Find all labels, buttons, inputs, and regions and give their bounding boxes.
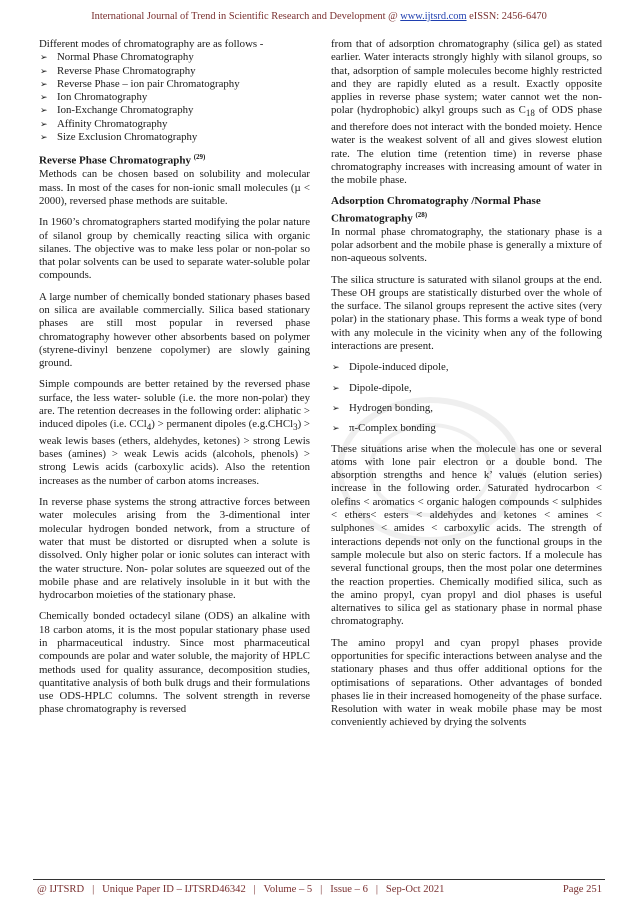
arrowhead-bullet-icon: ➢ <box>332 402 340 413</box>
right-column <box>331 38 602 738</box>
paragraph: The amino propyl and cyan propyl phases provide opportunities for specific interactions between analyse and the stationary phases and thus offer additional options for the optimisations of separations. Other advantages of bonded phases lie in their increased homogeneity of the phase surface. Resolution with water in weak mobile phase may be most conveniently achieved by drying the solvents <box>331 636 602 729</box>
footer-info: @ IJTSRD | Unique Paper ID – IJTSRD46342 | Volume – 5 | Issue – 6 | Sep-Oct 2021 <box>37 884 445 895</box>
issn: eISSN: 2456-6470 <box>466 11 547 22</box>
paragraph: Methods can be chosen based on solubility and molecular mass. In most of the cases for non-ionic small molecules (µ < 2000), reversed phase methods are suitable. <box>39 168 310 207</box>
running-footer <box>37 884 602 895</box>
page-number: Page 251 <box>562 884 602 895</box>
arrowhead-bullet-icon: ➢ <box>40 92 48 103</box>
left-column <box>39 38 310 725</box>
arrowhead-bullet-icon: ➢ <box>40 118 48 129</box>
arrowhead-bullet-icon: ➢ <box>40 78 48 89</box>
paragraph: The silica structure is saturated with silanol groups at the end. These OH groups are statistically disturbed over the whole of the surface. The silanol groups represent the active sites (very polar) in the stationary phase. This forms a weak type of bond with any molecule in the vicinity when any of the following interactions are present. <box>331 273 602 353</box>
list-item: ➢ Ion-Exchange Chromatography <box>40 104 194 117</box>
arrowhead-bullet-icon: ➢ <box>332 423 340 434</box>
list-item: ➢ Hydrogen bonding, <box>332 401 433 414</box>
list-item: ➢ Normal Phase Chromatography <box>40 51 194 64</box>
citation-ref: (28) <box>415 210 428 219</box>
arrowhead-bullet-icon: ➢ <box>40 65 48 76</box>
running-header <box>0 11 638 22</box>
list-item: ➢ Reverse Phase Chromatography <box>40 64 196 77</box>
list-item: ➢ Dipole-induced dipole, <box>332 361 449 374</box>
modes-list <box>39 51 310 144</box>
paragraph: In normal phase chromatography, the stationary phase is a polar adsorbent and the mobile phase is generally a mixture of non-aqueous solvents. <box>331 225 602 265</box>
paragraph: Chemically bonded octadecyl silane (ODS) an alkaline with 18 carbon atoms, it is the most popular stationary phase used in pharmaceutical industry. Since most pharmaceutical compounds are polar and water soluble, the majority of HPLC methods used for quality assurance, decomposition studies, quantitative analysis of both bulk drugs and their formulations use ODS-HPLC columns. The solvent strength in reverse phase chromatography is reversed <box>39 610 310 716</box>
list-item: ➢ Ion Chromatography <box>40 91 148 104</box>
paragraph: Simple compounds are better retained by the reversed phase surface, the less water- soluble (i.e. the more non-polar) they are. The retention decreases in the following order: aliphatic > induced dipoles (i.e. CCl$_4$) > permanent dipoles (e.g.CHCl$_3$) > weak lewis bases (ethers, aldehydes, ketones) > strong Lewis bases (amines) > weak Lewis acids (alcohols, phenols) > strong Lewis acids (carboxylic acids). Also the retention increases as the number of carbon atoms increases. <box>39 378 311 487</box>
journal-url-link[interactable]: www.ijtsrd.com <box>400 11 467 22</box>
list-item: ➢ Dipole-dipole, <box>332 381 412 394</box>
list-item: ➢ Reverse Phase – ion pair Chromatography <box>40 77 240 90</box>
arrowhead-bullet-icon: ➢ <box>332 362 340 373</box>
paragraph: These situations arise when the molecule has one or several atoms with lone pair electron or a double bond. The absorption strengths and hence k’ values (elution series) increase in the following order. Saturated hydrocarbon < olefins < aromatics < organic halogen compounds < sulphides < ethers< esters < aldehydes and ketones < amines < sulphones < amides < carboxylic acids. The strength of interactions depends not only on the functional groups in the sample molecule but also on steric factors. If a molecule has several functional groups, then the most polar one determines the reaction properties. Chemically modified silica, such as the amino propyl, cyan propyl and diol phases is useful alternatives to silica gel as stationary phase in normal phase chromatography. <box>331 442 602 628</box>
interactions-list <box>331 361 602 435</box>
paragraph: In reverse phase systems the strong attractive forces between water molecules arising from the 3-dimentional inter molecular hydrogen bonded network, from a structure of water that must be distorted or disrupted when a solute is dissolved. Only higher polar or ionic solutes can interact with the water structure. Non- polar solutes are squeezed out of the mobile phase and are relatively insoluble in it but with the hydrocarbon moieties of the stationary phase. <box>39 496 310 602</box>
modes-intro: Different modes of chromatography are as follows - <box>39 38 264 50</box>
arrowhead-bullet-icon: ➢ <box>40 52 48 63</box>
section-heading-reverse-phase: Reverse Phase Chromatography $^{(29)}$ <box>39 153 206 168</box>
list-item: ➢ π-Complex bonding <box>332 422 436 435</box>
paragraph: from that of adsorption chromatography (silica gel) as stated earlier. Water interacts strongly highly with silanol groups, so that, adsorption of sample molecules become highly restricted and they are rapidly eluted as a result. Exactly opposite applies in reverse phase system; water cannot wet the non-polar (hydrophobic) alkyl groups such as $C_{18}$ of ODS phase and therefore does not interact with the bonded moiety. Hence water is the weakest solvent of all and gives slowest elution rate. The elution time (retention time) in reverse phase chromatography increases with increasing amount of water in the mobile phase. <box>331 38 602 187</box>
arrowhead-bullet-icon: ➢ <box>40 105 48 116</box>
citation-ref: (29) <box>193 153 206 162</box>
arrowhead-bullet-icon: ➢ <box>332 382 340 393</box>
footer-divider <box>33 879 605 880</box>
arrowhead-bullet-icon: ➢ <box>40 132 48 143</box>
section-heading-normal-phase: Adsorption Chromatography /Normal Phase Chromatography $^{(28)}$ <box>331 195 541 225</box>
list-item: ➢ Size Exclusion Chromatography <box>40 131 198 144</box>
journal-name: International Journal of Trend in Scientific Research and Development @ <box>91 11 401 22</box>
paragraph: A large number of chemically bonded stationary phases based on silica are available commercially. Silica based stationary phases are still most popular in reversed phase chromatography however other absorbents based on polymer (styrene-divinyl benzene copolymer) are slowly gaining ground. <box>39 290 310 370</box>
paragraph: In 1960’s chromatographers started modifying the polar nature of silanol group by chemically reacting silica with organic silanes. The objective was to make less polar or non-polar so that polar solvents can be used to separate water-soluble polar compounds. <box>39 216 310 282</box>
list-item: ➢ Affinity Chromatography <box>40 117 168 130</box>
